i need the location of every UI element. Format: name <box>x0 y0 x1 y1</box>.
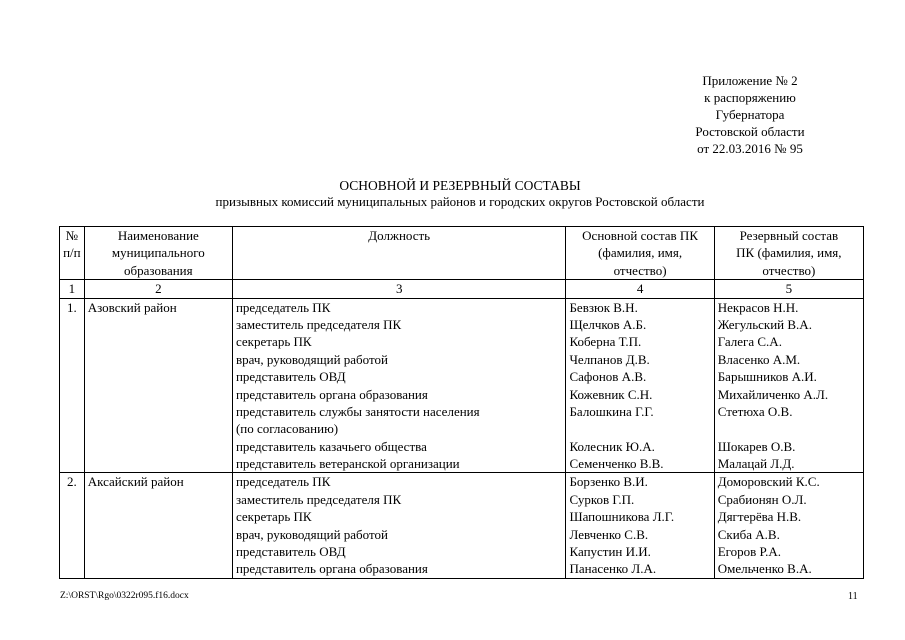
member-name: Щелчков А.Б. <box>569 316 647 332</box>
table-header-row <box>60 227 864 280</box>
position-line: врач, руководящий работой <box>235 526 388 542</box>
member-name: Некрасов Н.Н. <box>717 299 799 315</box>
table-body <box>60 298 864 578</box>
member-name: Челпанов Д.В. <box>569 351 650 367</box>
row-number: 1. <box>60 298 85 473</box>
member-name: Егоров Р.А. <box>717 544 782 560</box>
district-name: Аксайский район <box>84 473 232 578</box>
appendix-line: к распоряжению <box>704 90 796 105</box>
position-line: врач, руководящий работой <box>235 351 388 367</box>
member-name: Борзенко В.И. <box>569 474 648 490</box>
document-subtitle: призывных комиссий муниципальных районов и городских округов Ростовской области <box>215 194 705 209</box>
header-num: № п/п <box>60 227 85 280</box>
position-line: секретарь ПК <box>235 509 312 525</box>
column-number: 1 <box>60 280 85 298</box>
position-line: представитель органа образования <box>235 386 428 402</box>
column-number-row <box>60 280 864 298</box>
position-line: председатель ПК <box>235 474 331 490</box>
member-name <box>569 420 710 437</box>
member-name: Михайличенко А.Л. <box>717 386 829 402</box>
position-cell <box>232 298 566 473</box>
member-name: Барышников А.И. <box>717 369 817 385</box>
position-line: представитель ветеранской организации <box>235 456 460 472</box>
member-name: Шокарев О.В. <box>717 438 796 454</box>
member-name: Капустин И.И. <box>569 544 651 560</box>
member-name: Семенченко В.В. <box>569 456 664 472</box>
member-name: Срабионян О.Л. <box>717 491 807 507</box>
appendix-line: Губернатора <box>715 107 785 122</box>
document-title: ОСНОВНОЙ И РЕЗЕРВНЫЙ СОСТАВЫ <box>339 178 581 193</box>
member-name: Шапошникова Л.Г. <box>569 509 675 525</box>
position-line: представитель ОВД <box>235 369 346 385</box>
appendix-block <box>660 72 840 157</box>
member-name: Скиба А.В. <box>717 526 780 542</box>
district-name: Азовский район <box>84 298 232 473</box>
header-main: Основной состав ПК (фамилия, имя, отчество) <box>566 227 714 280</box>
member-name: Левченко С.В. <box>569 526 649 542</box>
position-line: представитель казачьего общества <box>235 438 427 454</box>
appendix-line: от 22.03.2016 № 95 <box>697 141 803 156</box>
table-row <box>60 473 864 578</box>
member-name: Панасенко Л.А. <box>569 561 657 577</box>
column-number: 3 <box>232 280 566 298</box>
main-member-cell <box>566 473 714 578</box>
member-name: Галега С.А. <box>717 334 782 350</box>
main-member-cell <box>566 298 714 473</box>
table-row <box>60 298 864 473</box>
appendix-line: Ростовской области <box>695 124 805 139</box>
member-name: Сафонов А.В. <box>569 369 647 385</box>
position-line: представитель органа образования <box>235 561 428 577</box>
member-name: Балошкина Г.Г. <box>569 403 654 419</box>
position-line: заместитель председателя ПК <box>235 316 402 332</box>
member-name: Сурков Г.П. <box>569 491 635 507</box>
member-name: Дягтерёва Н.В. <box>717 509 802 525</box>
column-number: 5 <box>714 280 863 298</box>
header-name: Наименование муниципального образования <box>84 227 232 280</box>
member-name: Коберна Т.П. <box>569 334 642 350</box>
reserve-member-cell <box>714 473 863 578</box>
position-line: секретарь ПК <box>235 334 312 350</box>
reserve-member-cell <box>714 298 863 473</box>
position-line: (по согласованию) <box>235 421 339 437</box>
member-name: Омельченко В.А. <box>717 561 812 577</box>
column-number: 2 <box>84 280 232 298</box>
footer-file-path: Z:\ORST\Rgo\0322r095.f16.docx <box>60 591 189 601</box>
member-name <box>718 420 860 437</box>
position-cell <box>232 473 566 578</box>
member-name: Бевзюк В.Н. <box>569 299 638 315</box>
position-line: председатель ПК <box>235 299 331 315</box>
header-position: Должность <box>232 227 566 280</box>
header-reserve: Резервный состав ПК (фамилия, имя, отчество) <box>714 227 863 280</box>
member-name: Колесник Ю.А. <box>569 438 655 454</box>
member-name: Доморовский К.С. <box>717 474 820 490</box>
member-name: Малацай Л.Д. <box>717 456 795 472</box>
appendix-line: Приложение № 2 <box>702 73 798 88</box>
position-line: заместитель председателя ПК <box>235 491 402 507</box>
position-line: представитель ОВД <box>235 544 346 560</box>
member-name: Стетюха О.В. <box>717 403 793 419</box>
footer-page-number: 11 <box>848 591 858 602</box>
row-number: 2. <box>60 473 85 578</box>
commission-table <box>59 226 864 579</box>
position-line: представитель службы занятости населения <box>235 403 480 419</box>
column-number: 4 <box>566 280 714 298</box>
member-name: Кожевник С.Н. <box>569 386 653 402</box>
member-name: Власенко А.М. <box>717 351 801 367</box>
member-name: Жегульский В.А. <box>717 316 812 332</box>
